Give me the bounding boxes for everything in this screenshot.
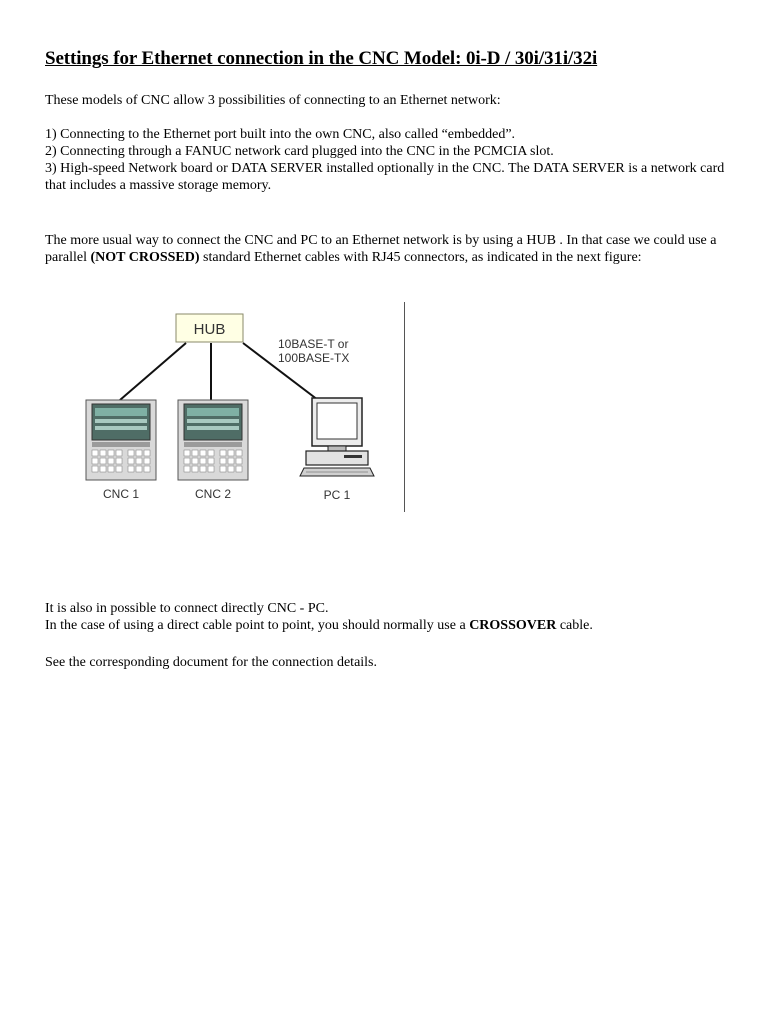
connection-options-list bbox=[45, 126, 735, 194]
cnc1-keypad bbox=[92, 450, 150, 472]
network-diagram bbox=[80, 300, 410, 512]
direct-line-1: It is also in possible to connect directly CNC - PC. bbox=[45, 601, 329, 616]
hub-text-after: standard Ethernet cables with RJ45 connectors, as indicated in the next figure: bbox=[199, 250, 642, 265]
pc1-label: PC 1 bbox=[323, 488, 351, 502]
hub-text-before: The more usual way to connect the CNC and PC to an Ethernet network is by using a HUB . In that case we could use a parallel bbox=[45, 233, 717, 265]
document-title: Settings for Ethernet connection in the CNC Model: 0i-D / 30i/31i/32i bbox=[45, 48, 598, 69]
hub-box bbox=[176, 314, 243, 342]
see-document-note: See the corresponding document for the connection details. bbox=[45, 655, 378, 670]
option-3: 3) High-speed Network board or DATA SERVER installed optionally in the CNC. The DATA SERVER is a network card that includes a massive storage memory. bbox=[45, 161, 725, 193]
network-diagram-svg bbox=[80, 300, 410, 512]
cable-type-label-2: 100BASE-TX bbox=[278, 351, 350, 365]
direct-text-after: cable. bbox=[556, 618, 593, 633]
cnc1-unit bbox=[86, 400, 156, 480]
intro-paragraph: These models of CNC allow 3 possibilities of connecting to an Ethernet network: bbox=[45, 93, 501, 108]
cnc2-label: CNC 2 bbox=[194, 487, 232, 501]
option-2: 2) Connecting through a FANUC network card plugged into the CNC in the PCMCIA slot. bbox=[45, 144, 554, 159]
not-crossed-emphasis: (NOT CROSSED) bbox=[90, 250, 200, 265]
cable-type-label-1: 10BASE-T or bbox=[278, 337, 349, 351]
cnc2-unit bbox=[178, 400, 248, 480]
pc1-computer bbox=[300, 398, 374, 476]
direct-text-before: In the case of using a direct cable point to point, you should normally use a bbox=[45, 618, 470, 633]
direct-connection-paragraph bbox=[45, 600, 593, 634]
figure-divider bbox=[404, 302, 405, 512]
cnc1-label: CNC 1 bbox=[102, 487, 140, 501]
direct-line-2 bbox=[45, 617, 593, 634]
option-1: 1) Connecting to the Ethernet port built into the own CNC, also called “embedded”. bbox=[45, 127, 516, 142]
hub-label: HUB bbox=[193, 321, 226, 338]
crossover-emphasis: CROSSOVER bbox=[469, 618, 557, 633]
cable-hub-cnc1 bbox=[120, 343, 186, 400]
hub-connection-paragraph bbox=[45, 232, 735, 266]
cnc2-keypad bbox=[184, 450, 242, 472]
